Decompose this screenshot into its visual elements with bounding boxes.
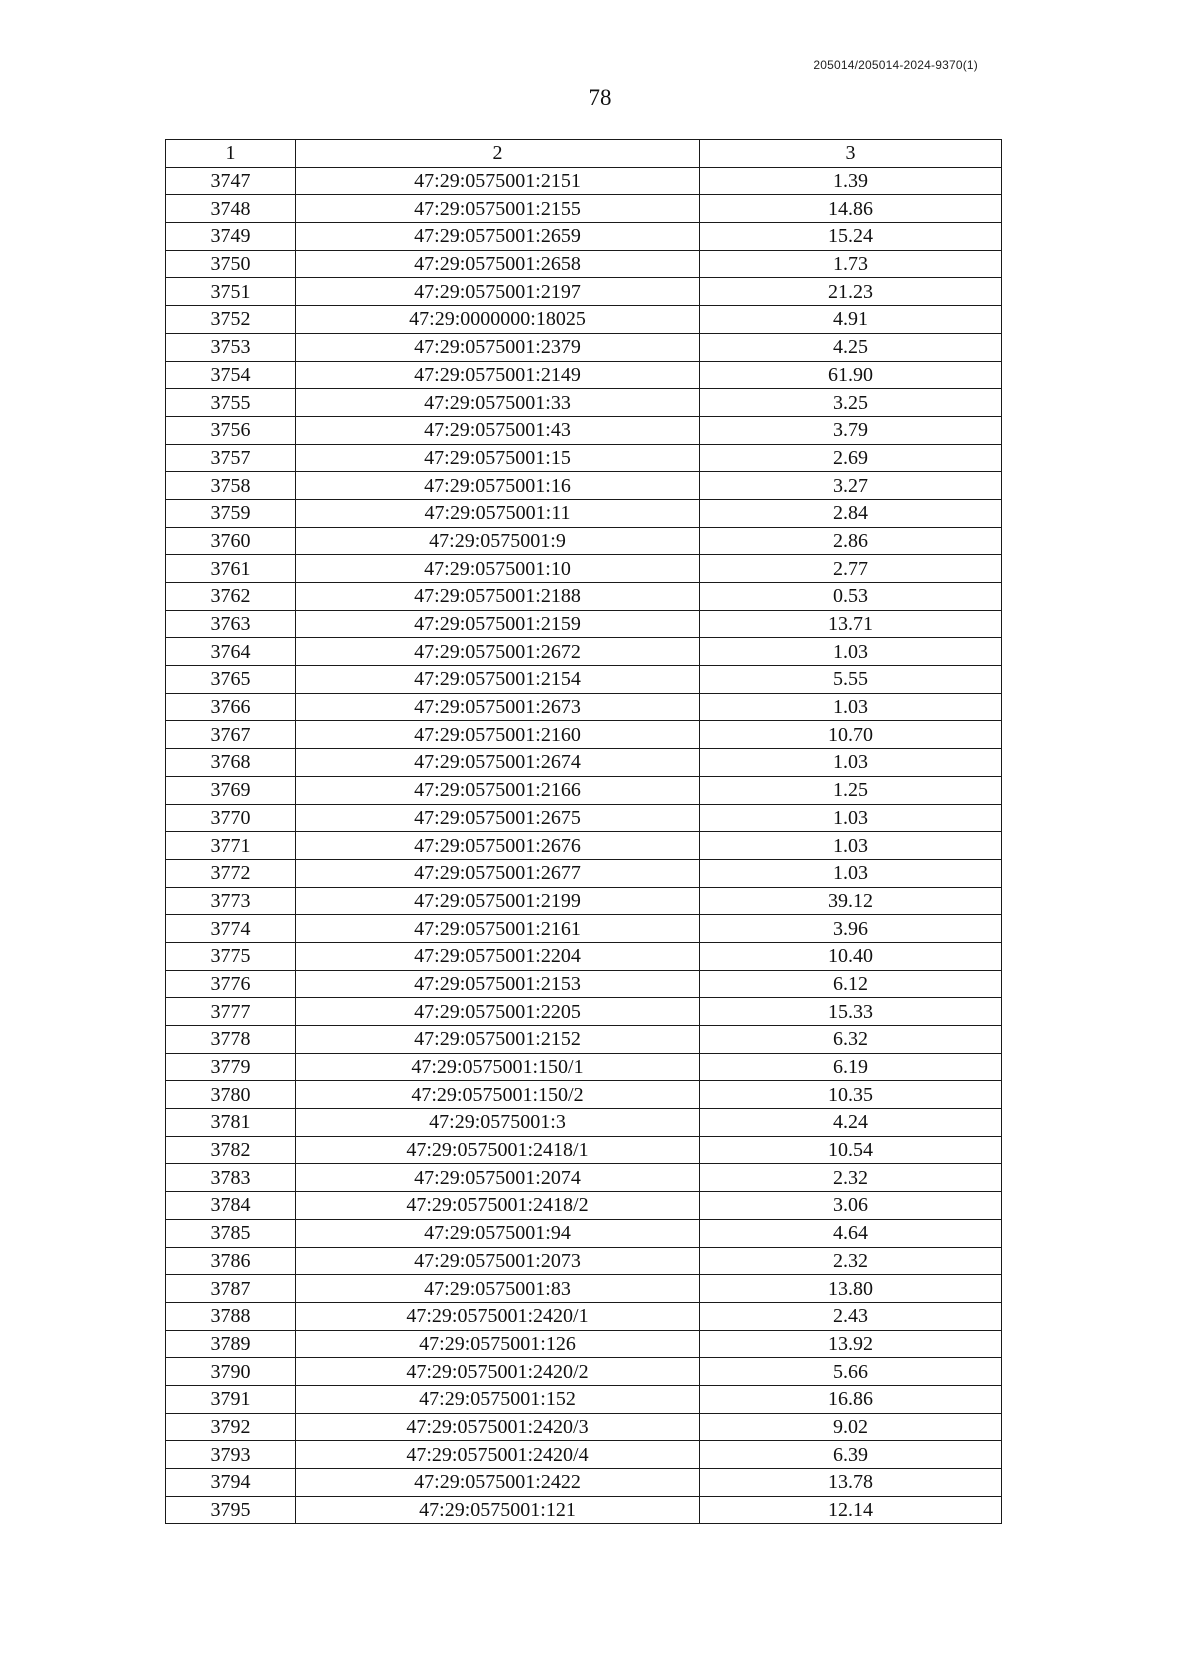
table-row xyxy=(166,389,1002,417)
value-cell: 2.77 xyxy=(700,555,1002,583)
table-row xyxy=(166,472,1002,500)
value-cell: 21.23 xyxy=(700,278,1002,306)
cadastral-number-cell: 47:29:0575001:2155 xyxy=(296,195,700,223)
cadastral-number-cell: 47:29:0575001:3 xyxy=(296,1109,700,1137)
value-cell: 5.55 xyxy=(700,666,1002,694)
table-row xyxy=(166,361,1002,389)
cadastral-number-cell: 47:29:0575001:2166 xyxy=(296,776,700,804)
value-cell: 13.78 xyxy=(700,1469,1002,1497)
cadastral-number-cell: 47:29:0575001:2420/3 xyxy=(296,1413,700,1441)
value-cell: 1.03 xyxy=(700,693,1002,721)
cadastral-number-cell: 47:29:0575001:121 xyxy=(296,1496,700,1524)
value-cell: 2.32 xyxy=(700,1247,1002,1275)
row-number-cell: 3790 xyxy=(166,1358,296,1386)
table-row xyxy=(166,1496,1002,1524)
cadastral-number-cell: 47:29:0575001:126 xyxy=(296,1330,700,1358)
cadastral-number-cell: 47:29:0575001:2073 xyxy=(296,1247,700,1275)
cadastral-number-cell: 47:29:0575001:2676 xyxy=(296,832,700,860)
cadastral-number-cell: 47:29:0575001:94 xyxy=(296,1219,700,1247)
value-cell: 1.03 xyxy=(700,749,1002,777)
table-row xyxy=(166,1192,1002,1220)
row-number-cell: 3761 xyxy=(166,555,296,583)
row-number-cell: 3755 xyxy=(166,389,296,417)
value-cell: 10.70 xyxy=(700,721,1002,749)
cadastral-number-cell: 47:29:0575001:2422 xyxy=(296,1469,700,1497)
row-number-cell: 3785 xyxy=(166,1219,296,1247)
value-cell: 61.90 xyxy=(700,361,1002,389)
value-cell: 13.80 xyxy=(700,1275,1002,1303)
cadastral-number-cell: 47:29:0000000:18025 xyxy=(296,306,700,334)
value-cell: 4.91 xyxy=(700,306,1002,334)
table-row xyxy=(166,832,1002,860)
row-number-cell: 3770 xyxy=(166,804,296,832)
table-body xyxy=(166,167,1002,1524)
table-row xyxy=(166,1026,1002,1054)
row-number-cell: 3760 xyxy=(166,527,296,555)
table-row xyxy=(166,1302,1002,1330)
row-number-cell: 3763 xyxy=(166,610,296,638)
table-row xyxy=(166,1413,1002,1441)
value-cell: 4.64 xyxy=(700,1219,1002,1247)
row-number-cell: 3751 xyxy=(166,278,296,306)
value-cell: 15.24 xyxy=(700,223,1002,251)
row-number-cell: 3764 xyxy=(166,638,296,666)
row-number-cell: 3778 xyxy=(166,1026,296,1054)
value-cell: 2.84 xyxy=(700,499,1002,527)
row-number-cell: 3757 xyxy=(166,444,296,472)
table-row xyxy=(166,416,1002,444)
value-cell: 39.12 xyxy=(700,887,1002,915)
cadastral-number-cell: 47:29:0575001:2152 xyxy=(296,1026,700,1054)
row-number-cell: 3753 xyxy=(166,333,296,361)
cadastral-number-cell: 47:29:0575001:150/2 xyxy=(296,1081,700,1109)
table-row xyxy=(166,1469,1002,1497)
value-cell: 3.96 xyxy=(700,915,1002,943)
table-row xyxy=(166,610,1002,638)
table-row xyxy=(166,859,1002,887)
table-row xyxy=(166,776,1002,804)
value-cell: 1.03 xyxy=(700,804,1002,832)
cadastral-number-cell: 47:29:0575001:2153 xyxy=(296,970,700,998)
row-number-cell: 3775 xyxy=(166,942,296,970)
row-number-cell: 3780 xyxy=(166,1081,296,1109)
row-number-cell: 3774 xyxy=(166,915,296,943)
row-number-cell: 3792 xyxy=(166,1413,296,1441)
value-cell: 4.24 xyxy=(700,1109,1002,1137)
row-number-cell: 3748 xyxy=(166,195,296,223)
cadastral-number-cell: 47:29:0575001:152 xyxy=(296,1385,700,1413)
table-row xyxy=(166,223,1002,251)
cadastral-number-cell: 47:29:0575001:2675 xyxy=(296,804,700,832)
row-number-cell: 3759 xyxy=(166,499,296,527)
value-cell: 6.39 xyxy=(700,1441,1002,1469)
table-row xyxy=(166,804,1002,832)
value-cell: 1.03 xyxy=(700,638,1002,666)
value-cell: 1.73 xyxy=(700,250,1002,278)
cadastral-number-cell: 47:29:0575001:2188 xyxy=(296,583,700,611)
table-row xyxy=(166,278,1002,306)
value-cell: 1.25 xyxy=(700,776,1002,804)
table-row xyxy=(166,1330,1002,1358)
table-row xyxy=(166,1247,1002,1275)
cadastral-number-cell: 47:29:0575001:9 xyxy=(296,527,700,555)
header-col-2: 2 xyxy=(296,140,700,168)
cadastral-number-cell: 47:29:0575001:2149 xyxy=(296,361,700,389)
value-cell: 3.06 xyxy=(700,1192,1002,1220)
table-row xyxy=(166,527,1002,555)
row-number-cell: 3769 xyxy=(166,776,296,804)
table-row xyxy=(166,1081,1002,1109)
value-cell: 15.33 xyxy=(700,998,1002,1026)
row-number-cell: 3758 xyxy=(166,472,296,500)
row-number-cell: 3776 xyxy=(166,970,296,998)
value-cell: 13.71 xyxy=(700,610,1002,638)
value-cell: 1.03 xyxy=(700,859,1002,887)
cadastral-number-cell: 47:29:0575001:2205 xyxy=(296,998,700,1026)
value-cell: 2.43 xyxy=(700,1302,1002,1330)
page-number: 78 xyxy=(588,85,612,110)
row-number-cell: 3749 xyxy=(166,223,296,251)
row-number-cell: 3794 xyxy=(166,1469,296,1497)
row-number-cell: 3766 xyxy=(166,693,296,721)
cadastral-number-cell: 47:29:0575001:10 xyxy=(296,555,700,583)
table-row xyxy=(166,749,1002,777)
cadastral-number-cell: 47:29:0575001:2672 xyxy=(296,638,700,666)
table-row xyxy=(166,1441,1002,1469)
cadastral-number-cell: 47:29:0575001:2159 xyxy=(296,610,700,638)
value-cell: 14.86 xyxy=(700,195,1002,223)
table-row xyxy=(166,1275,1002,1303)
value-cell: 13.92 xyxy=(700,1330,1002,1358)
table-row xyxy=(166,250,1002,278)
table-row xyxy=(166,1109,1002,1137)
value-cell: 6.19 xyxy=(700,1053,1002,1081)
row-number-cell: 3768 xyxy=(166,749,296,777)
table-row xyxy=(166,942,1002,970)
table-row xyxy=(166,333,1002,361)
table-row xyxy=(166,721,1002,749)
cadastral-number-cell: 47:29:0575001:2673 xyxy=(296,693,700,721)
cadastral-number-cell: 47:29:0575001:2151 xyxy=(296,167,700,195)
cadastral-number-cell: 47:29:0575001:2659 xyxy=(296,223,700,251)
table-row xyxy=(166,499,1002,527)
parcel-table xyxy=(165,139,1002,1524)
cadastral-number-cell: 47:29:0575001:2161 xyxy=(296,915,700,943)
value-cell: 6.12 xyxy=(700,970,1002,998)
value-cell: 6.32 xyxy=(700,1026,1002,1054)
row-number-cell: 3789 xyxy=(166,1330,296,1358)
table-row xyxy=(166,998,1002,1026)
row-number-cell: 3767 xyxy=(166,721,296,749)
cadastral-number-cell: 47:29:0575001:2204 xyxy=(296,942,700,970)
row-number-cell: 3793 xyxy=(166,1441,296,1469)
value-cell: 12.14 xyxy=(700,1496,1002,1524)
table-row xyxy=(166,1358,1002,1386)
table-row xyxy=(166,887,1002,915)
row-number-cell: 3777 xyxy=(166,998,296,1026)
cadastral-number-cell: 47:29:0575001:15 xyxy=(296,444,700,472)
value-cell: 3.27 xyxy=(700,472,1002,500)
value-cell: 10.54 xyxy=(700,1136,1002,1164)
cadastral-number-cell: 47:29:0575001:2420/1 xyxy=(296,1302,700,1330)
value-cell: 2.69 xyxy=(700,444,1002,472)
row-number-cell: 3765 xyxy=(166,666,296,694)
cadastral-number-cell: 47:29:0575001:2420/4 xyxy=(296,1441,700,1469)
cadastral-number-cell: 47:29:0575001:16 xyxy=(296,472,700,500)
table-row xyxy=(166,666,1002,694)
cadastral-number-cell: 47:29:0575001:2418/1 xyxy=(296,1136,700,1164)
value-cell: 10.40 xyxy=(700,942,1002,970)
cadastral-number-cell: 47:29:0575001:2418/2 xyxy=(296,1192,700,1220)
cadastral-number-cell: 47:29:0575001:2658 xyxy=(296,250,700,278)
cadastral-number-cell: 47:29:0575001:2674 xyxy=(296,749,700,777)
value-cell: 0.53 xyxy=(700,583,1002,611)
row-number-cell: 3791 xyxy=(166,1385,296,1413)
row-number-cell: 3756 xyxy=(166,416,296,444)
cadastral-number-cell: 47:29:0575001:43 xyxy=(296,416,700,444)
cadastral-number-cell: 47:29:0575001:2197 xyxy=(296,278,700,306)
table-row xyxy=(166,1136,1002,1164)
value-cell: 5.66 xyxy=(700,1358,1002,1386)
table-row xyxy=(166,1164,1002,1192)
table-row xyxy=(166,915,1002,943)
value-cell: 3.79 xyxy=(700,416,1002,444)
row-number-cell: 3784 xyxy=(166,1192,296,1220)
cadastral-number-cell: 47:29:0575001:150/1 xyxy=(296,1053,700,1081)
row-number-cell: 3782 xyxy=(166,1136,296,1164)
header-col-1: 1 xyxy=(166,140,296,168)
value-cell: 4.25 xyxy=(700,333,1002,361)
row-number-cell: 3752 xyxy=(166,306,296,334)
table-row xyxy=(166,693,1002,721)
header-row xyxy=(166,140,1002,168)
cadastral-number-cell: 47:29:0575001:83 xyxy=(296,1275,700,1303)
cadastral-number-cell: 47:29:0575001:2379 xyxy=(296,333,700,361)
value-cell: 1.03 xyxy=(700,832,1002,860)
table-row xyxy=(166,583,1002,611)
row-number-cell: 3783 xyxy=(166,1164,296,1192)
row-number-cell: 3786 xyxy=(166,1247,296,1275)
document-code: 205014/205014-2024-9370(1) xyxy=(813,58,978,72)
value-cell: 3.25 xyxy=(700,389,1002,417)
row-number-cell: 3750 xyxy=(166,250,296,278)
cadastral-number-cell: 47:29:0575001:2154 xyxy=(296,666,700,694)
table-row xyxy=(166,306,1002,334)
table-row xyxy=(166,1219,1002,1247)
row-number-cell: 3762 xyxy=(166,583,296,611)
row-number-cell: 3788 xyxy=(166,1302,296,1330)
value-cell: 2.32 xyxy=(700,1164,1002,1192)
table-row xyxy=(166,444,1002,472)
header-col-3: 3 xyxy=(700,140,1002,168)
cadastral-number-cell: 47:29:0575001:11 xyxy=(296,499,700,527)
row-number-cell: 3781 xyxy=(166,1109,296,1137)
cadastral-number-cell: 47:29:0575001:2199 xyxy=(296,887,700,915)
cadastral-number-cell: 47:29:0575001:2420/2 xyxy=(296,1358,700,1386)
row-number-cell: 3754 xyxy=(166,361,296,389)
table-row xyxy=(166,555,1002,583)
row-number-cell: 3795 xyxy=(166,1496,296,1524)
table-row xyxy=(166,1385,1002,1413)
cadastral-number-cell: 47:29:0575001:2160 xyxy=(296,721,700,749)
table-row xyxy=(166,195,1002,223)
row-number-cell: 3773 xyxy=(166,887,296,915)
table-row xyxy=(166,167,1002,195)
value-cell: 1.39 xyxy=(700,167,1002,195)
table-row xyxy=(166,1053,1002,1081)
table-header xyxy=(166,140,1002,168)
row-number-cell: 3779 xyxy=(166,1053,296,1081)
row-number-cell: 3787 xyxy=(166,1275,296,1303)
table-row xyxy=(166,970,1002,998)
cadastral-number-cell: 47:29:0575001:33 xyxy=(296,389,700,417)
cadastral-number-cell: 47:29:0575001:2074 xyxy=(296,1164,700,1192)
value-cell: 9.02 xyxy=(700,1413,1002,1441)
value-cell: 16.86 xyxy=(700,1385,1002,1413)
value-cell: 2.86 xyxy=(700,527,1002,555)
row-number-cell: 3772 xyxy=(166,859,296,887)
cadastral-number-cell: 47:29:0575001:2677 xyxy=(296,859,700,887)
value-cell: 10.35 xyxy=(700,1081,1002,1109)
row-number-cell: 3771 xyxy=(166,832,296,860)
row-number-cell: 3747 xyxy=(166,167,296,195)
table-row xyxy=(166,638,1002,666)
